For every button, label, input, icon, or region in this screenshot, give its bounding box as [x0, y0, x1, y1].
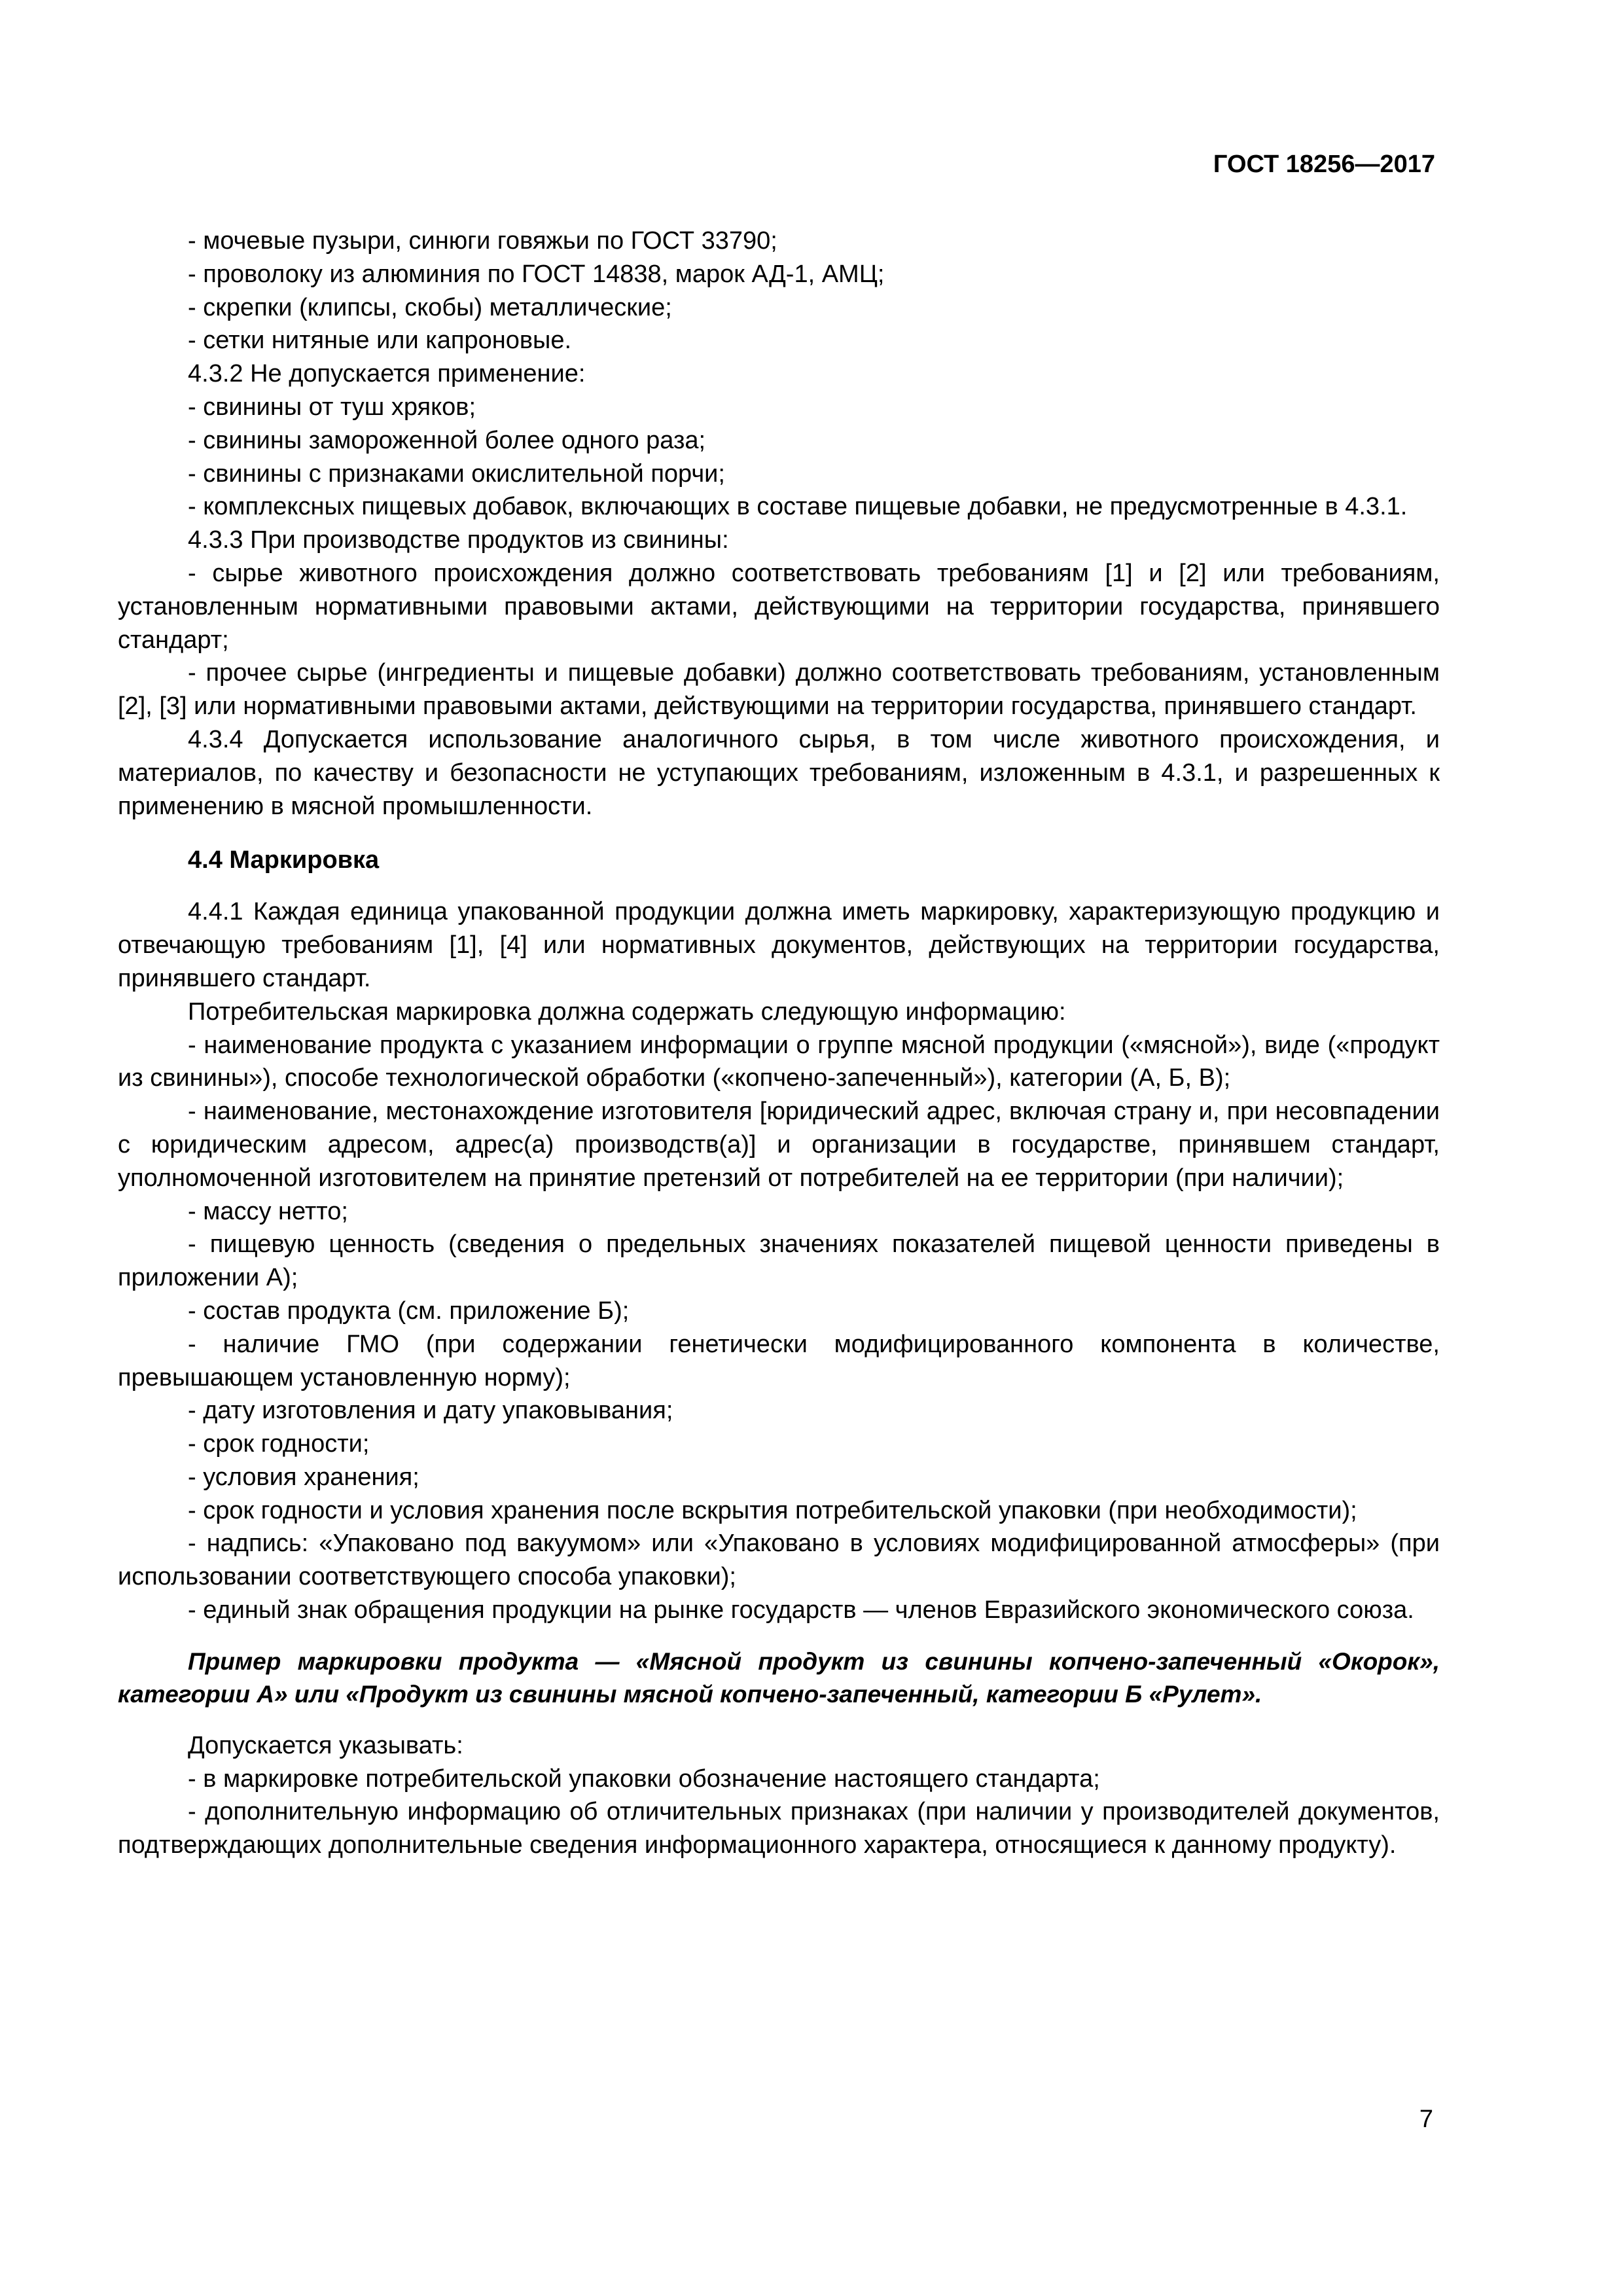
- clause-4-3-3: 4.3.3 При производстве продуктов из свинины:: [188, 526, 729, 554]
- list-item: - прочее сырье (ингредиенты и пищевые добавки) должно соответствовать требованиям, установленным [2], [3] или нормативными правовыми актами, действующими на территории государства, принявшего стандарт.: [118, 659, 1440, 721]
- list-item: - надпись: «Упаковано под вакуумом» или «Упаковано в условиях модифицированной атмосферы» (при использовании соответствующего способа упаковки);: [118, 1530, 1440, 1591]
- list-item: - условия хранения;: [188, 1463, 419, 1491]
- list-item: - наименование продукта с указанием информации о группе мясной продукции («мясной»), виде («продукт из свинины»), способе технологической обработки («копчено-запеченный»), категории (А, Б, В);: [118, 1031, 1440, 1092]
- list-item: - дополнительную информацию об отличительных признаках (при наличии у производителей документов, подтверждающих дополнительные сведения информационного характера, относящиеся к данному продукту).: [118, 1798, 1440, 1859]
- document-header: ГОСТ 18256—2017: [1213, 151, 1435, 178]
- list-item: - массу нетто;: [188, 1197, 348, 1225]
- paragraph: Потребительская маркировка должна содержать следующую информацию:: [188, 997, 1066, 1026]
- paragraph: Допускается указывать:: [188, 1731, 463, 1759]
- list-item: - наличие ГМО (при содержании генетически модифицированного компонента в количестве, превышающем установленную норму);: [118, 1330, 1440, 1391]
- list-item: - в маркировке потребительской упаковки обозначение настоящего стандарта;: [188, 1765, 1100, 1793]
- list-item: - срок годности и условия хранения после вскрытия потребительской упаковки (при необходимости);: [188, 1496, 1357, 1524]
- list-item: - скрепки (клипсы, скобы) металлические;: [188, 293, 672, 321]
- list-item: - сырье животного происхождения должно соответствовать требованиям [1] и [2] или требованиям, установленным нормативными правовыми актами, действующими на территории государства, принявшего стандарт;: [118, 559, 1440, 654]
- list-item: - свинины с признаками окислительной порчи;: [188, 459, 725, 488]
- clause-4-3-2: 4.3.2 Не допускается применение:: [188, 360, 586, 388]
- clause-4-3-4: 4.3.4 Допускается использование аналогичного сырья, в том числе животного происхождения, и материалов, по качеству и безопасности не уступающих требованиям, изложенным в 4.3.1, и разрешенных к применению в мясной промышленности.: [118, 725, 1440, 820]
- list-item: - свинины от туш хряков;: [188, 393, 476, 421]
- list-item: - пищевую ценность (сведения о предельных значениях показателей пищевой ценности приведены в приложении А);: [118, 1230, 1440, 1292]
- page-number: 7: [1419, 2106, 1433, 2133]
- list-item: - свинины замороженной более одного раза;: [188, 426, 706, 454]
- list-item: - единый знак обращения продукции на рынке государств — членов Евразийского экономического союза.: [188, 1596, 1414, 1624]
- list-item: - сетки нитяные или капроновые.: [188, 327, 572, 355]
- document-body: [118, 224, 1440, 1862]
- list-item: - дату изготовления и дату упаковывания;: [188, 1397, 673, 1425]
- list-item: - наименование, местонахождение изготовителя [юридический адрес, включая страну и, при несовпадении с юридическим адресом, адрес(а) производств(а)] и организации в государстве, принявшем стандарт, уполномоченной изготовителем на принятие претензий от потребителей на ее территории (при наличии);: [118, 1098, 1440, 1192]
- list-item: - срок годности;: [188, 1430, 370, 1458]
- list-item: - комплексных пищевых добавок, включающих в составе пищевые добавки, не предусмотренные в 4.3.1.: [188, 493, 1408, 521]
- list-item: - мочевые пузыри, синюги говяжьи по ГОСТ 33790;: [188, 227, 777, 255]
- list-item: - состав продукта (см. приложение Б);: [188, 1297, 630, 1325]
- example-note: Пример маркировки продукта — «Мясной продукт из свинины копчено-запеченный «Окорок», категории А» или «Продукт из свинины мясной копчено-запеченный, категории Б «Рулет».: [118, 1647, 1440, 1708]
- clause-4-4-1: 4.4.1 Каждая единица упакованной продукции должна иметь маркировку, характеризующую продукцию и отвечающую требованиям [1], [4] или нормативных документов, действующих на территории государства, принявшего стандарт.: [118, 898, 1440, 992]
- list-item: - проволоку из алюминия по ГОСТ 14838, марок АД-1, АМЦ;: [188, 260, 885, 288]
- section-heading: 4.4 Маркировка: [188, 846, 380, 874]
